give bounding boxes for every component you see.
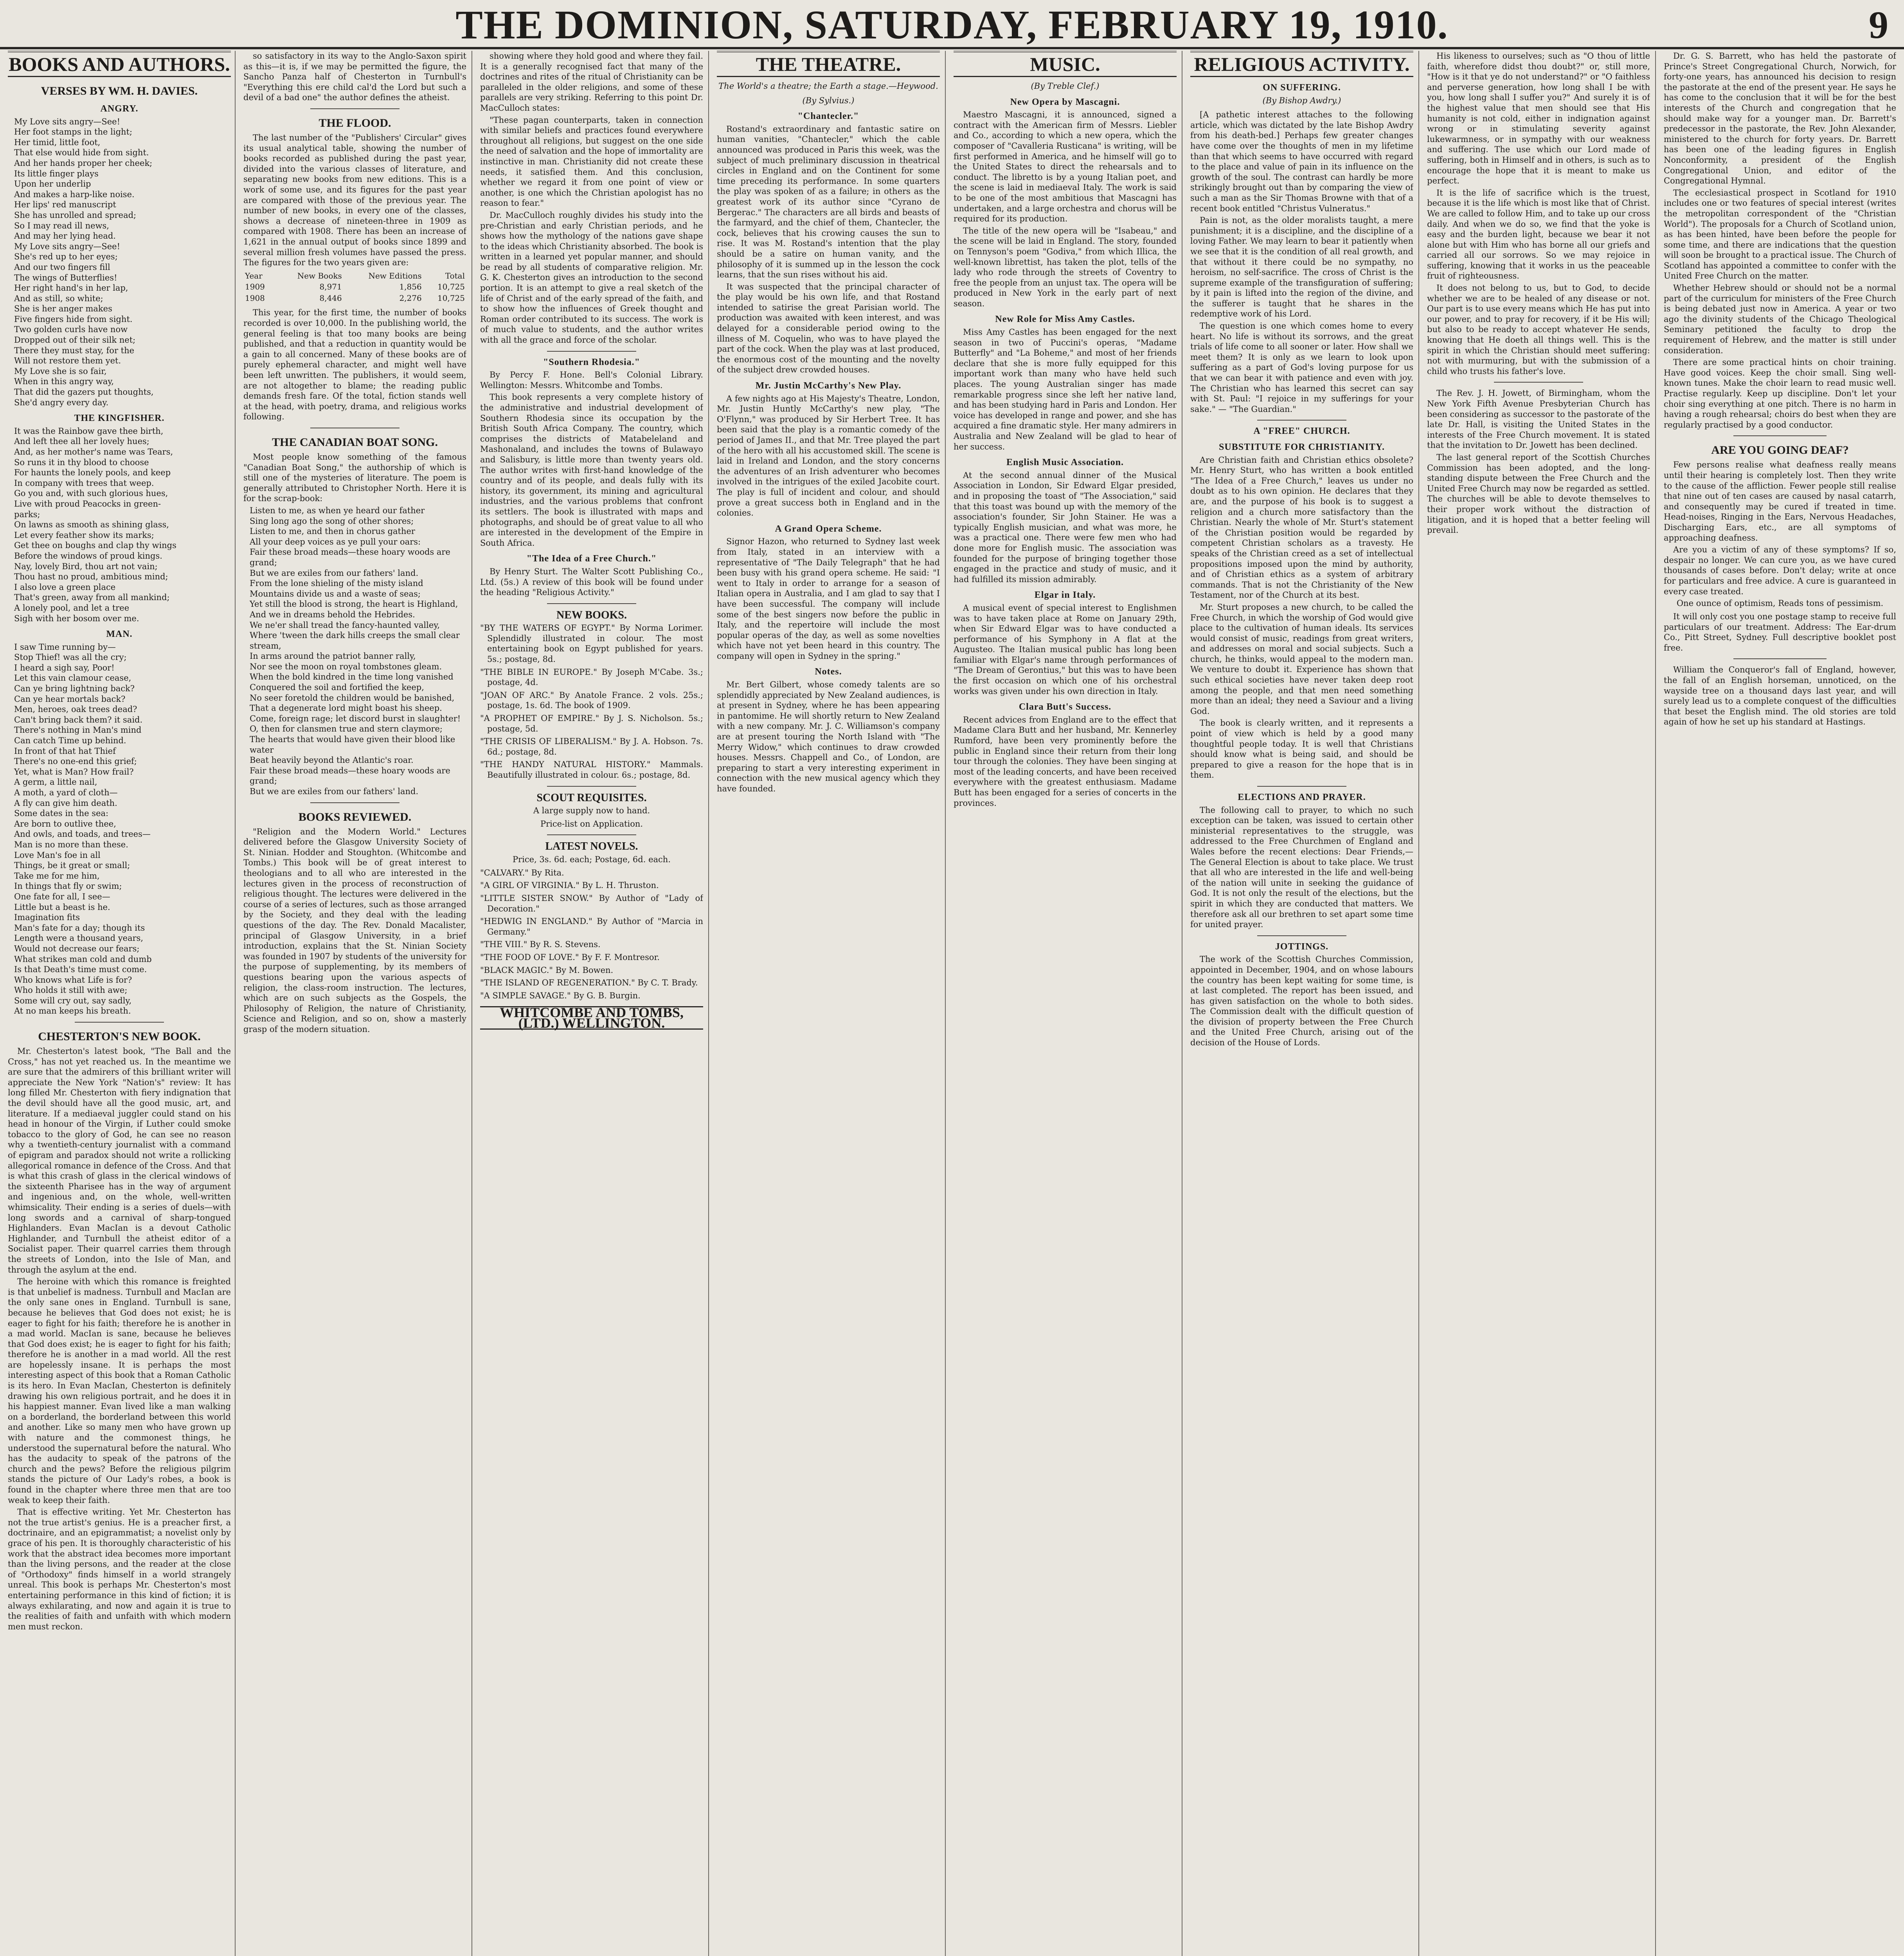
list-item: "BY THE WATERS OF EGYPT." By Norma Lorimer. Splendidly illustrated in colour. The most entertaining book on Egypt published for years. 5s.; postage, 8d. (480, 623, 703, 664)
subhead-chantecler: "Chantecler." (797, 111, 859, 122)
poem-angry: My Love sits angry—See! Her foot stamps in the light; Her timid, little foot, That else would hide from sight. And her hands proper her cheek; Its little finger plays Upon her underlip And makes a harp-like noise. Her lips' red manuscript She has unrolled and spread; So I may read ill news, And may her lying head. My Love sits angry—See! She's red up to her eyes; And our two fingers fill The wings of Butterflies! Her right hand's in her lap, And as still, so white; She is her anger makes Five fingers hide from sight. Two golden curls have now Dropped out of their silk net; There they must stay, for the Will not restore them yet. My Love she is so fair, When in this angry way, That did the gazers put thoughts, She'd angry every day. (14, 117, 154, 407)
publishing-stats-table (243, 270, 466, 304)
list-item: "A SIMPLE SAVAGE." By G. B. Burgin. (480, 991, 641, 1000)
table-cell: 8,446 (319, 293, 342, 303)
ad-paragraph: Are you a victim of any of these symptoms? If so, despair no longer. We can cure you, as we have cured thousands of cases before. Don't delay; write at once for particulars and free advice. A cure is guaranteed in every case treated. (1664, 545, 1896, 596)
byline: (By Sylvius.) (802, 95, 855, 105)
subhead-substitute: SUBSTITUTE FOR CHRISTIANITY. (1219, 442, 1385, 452)
table-cell: 1909 (245, 282, 265, 292)
list-item: "A PROPHET OF EMPIRE." By J. S. Nicholson. 5s.; postage, 5d. (480, 714, 703, 734)
separator (310, 108, 400, 109)
list-item: "THE BIBLE IN EUROPE." By Joseph M'Cabe. 3s.; postage, 4d. (480, 667, 703, 687)
latest-novels-list (480, 868, 703, 1001)
article-paragraph: William the Conqueror's fall of England, however, the fall of an English horseman, unnoticed, on the wayside tree on a thousand days last year, and will surely lead us to a complete conquest of the difficulties that beset the English mind. The old stories are told again of how he set up his standard at Hastings. (1664, 665, 1896, 727)
article-paragraph: There are some practical hints on choir training. Have good voices. Keep the choir small. Sing well-known tunes. Make the choir learn to read music well. Practise regularly. Keep up discipline. Don't let your choir sing everything at one pitch. There is no harm in having a rough rehearsal; choirs do best when they are regularly practised by a good conductor. (1664, 358, 1896, 430)
ad-title-new-books: NEW BOOKS. (556, 609, 627, 621)
ad-line: A large supply now to hand. (533, 806, 650, 816)
column-rule (1418, 51, 1419, 1956)
column-7 (1427, 51, 1650, 1956)
list-item: "THE ISLAND OF REGENERATION." By C. T. Brady. (480, 978, 698, 988)
article-paragraph: Signor Hazon, who returned to Sydney last week from Italy, stated in an interview with a representative of "The Daily Telegraph" that he had been busy with his grand opera scheme. He said: "I went to Italy in order to arrange for a season of Italian opera in Australia, and I am glad to say that I have been successful. The company will include some of the best singers now before the public in Italy, and the repertoire will include the most popular operas of the day, as well as some novelties which have not yet been heard in this country. The company will open in Sydney in the spring." (717, 537, 940, 661)
article-paragraph: Mr. Bert Gilbert, whose comedy talents are so splendidly appreciated by New Zealand audiences, is at present in Sydney, where he has been appearing in pantomime. He will shortly return to New Zealand with a new company. Mr. J. C. Williamson's company are at present touring the North Island with "The Merry Widow," which continues to draw crowded houses. Messrs. Chappell and Co., of London, are preparing to start a very interesting experiment in connection with the new musical agency which they have founded. (717, 680, 940, 793)
article-paragraph: The book is clearly written, and it represents a point of view which is held by a good many thoughtful people today. It is well that Christians should know what is being said, and should be prepared to give a reason for the hope that is in them. (1190, 718, 1413, 780)
column-1 (8, 51, 231, 1956)
poem-man: I saw Time running by— Stop Thief! was all the cry; I heard a sigh say, Poor! Let this vain clamour cease, Can ye bring lightning back? Can ye hear mortals back? Men, heroes, oak trees dead? Can't bring back them? it said. There's nothing in Man's mind Can catch Time up behind. In front of that hat Thief There's no one-end this grief; Yet, what is Man? How frail? A germ, a little nail, A moth, a yard of cloth— A fly can give him death. Some dates in the sea: Are born to outlive thee, And owls, and toads, and trees— Man is no more than these. Love Man's foe in all Things, be it great or small; Take me for me him, In things that fly or swim; One fate for all, I see— Little but a beast is he. Imagination fits Man's fate for a day; though its Length were a thousand years, Would not decrease our fears; What strikes man cold and dumb Is that Death's time must come. Who knows what Life is for? Who holds it still with awe; Some will cry out, say sadly, At no man keeps his breath. (14, 642, 152, 1016)
article-paragraph: [A pathetic interest attaches to the following article, which was dictated by the late Bishop Awdry from his death-bed.] Perhaps few greater changes have come over the thoughts of men in my lifetime than that which seems to have occurred with regard to the place and value of pain in its influence on the growth of the soul. The contrast can hardly be more strikingly brought out than by comparing the view of such a man as the Sir Thomas Browne with that of a recent book entitled "Christus Vulneratus." (1190, 110, 1413, 213)
ad-title-going-deaf: ARE YOU GOING DEAF? (1711, 444, 1849, 457)
table-header-row (243, 270, 466, 282)
epigraph: The World's a theatre; the Earth a stage.—Heywood. (718, 81, 938, 91)
table-cell: 10,725 (437, 282, 465, 292)
ad-price-line: Price, 3s. 6d. each; Postage, 6d. each. (513, 854, 671, 864)
masthead (0, 0, 1904, 49)
article-paragraph: Pain is not, as the older moralists taught, a mere punishment; it is a discipline, and the discipline of a loving Father. We may learn to bear it patiently when we see that it is the condition of all real growth, and that without it there could be no sympathy, no heroism, no self-sacrifice. The cross of Christ is the supreme example of the transfiguration of suffering; by it pain is lifted into the region of the divine, and the sufferer is taught that he shares in the redemptive work of his Lord. (1190, 216, 1413, 319)
column-3 (480, 51, 703, 1956)
article-paragraph: Rostand's extraordinary and fantastic satire on human vanities, "Chantecler," which the cable announced was produced in Paris this week, was the subject of much preliminary discussion in theatrical circles in England and on the Continent for some time preceding its performance. In some quarters the play was spoken of as a failure; in others as the greatest work of its author since "Cyrano de Bergerac." The characters are all birds and beasts of the farmyard, and the chief of them, Chantecler, the cock, believes that his crowing causes the sun to rise. It was M. Rostand's intention that the play should be a satire on human vanity, and the philosophy of it is summed up in the lesson the cock learns, that the sun rises without his aid. (717, 124, 940, 280)
byline: (By Bishop Awdry.) (1262, 95, 1341, 105)
poem-title-angry: ANGRY. (100, 104, 139, 114)
list-item: "THE HANDY NATURAL HISTORY." Mammals. Beautifully illustrated in colour. 6s.; postage, 8d. (480, 760, 703, 780)
list-item: "CALVARY." By Rita. (480, 868, 564, 877)
article-title-canadian-boat-song: THE CANADIAN BOAT SONG. (272, 436, 438, 449)
column-5 (954, 51, 1177, 1956)
separator (1494, 382, 1583, 383)
article-paragraph: Whether Hebrew should or should not be a normal part of the curriculum for ministers of the Free Church is being debated just now in America. A year or two ago the divinity students of the Chicago Theological Seminary petitioned the faculty to drop the requirement of Hebrew, and the matter is still under consideration. (1664, 283, 1896, 355)
article-paragraph: It does not belong to us, but to God, to decide whether we are to be healed of any disease or not. Our part is to use every means which He has put into our power, and to pray for recovery, if it be His will; but also to be ready to accept whatever He sends, knowing that He doeth all things well. This is the spirit in which the Christian should meet suffering: not with murmuring, but with the submission of a child who trusts his father's love. (1427, 283, 1650, 376)
list-item: "LITTLE SISTER SNOW." By Author of "Lady of Decoration." (480, 893, 703, 913)
separator (547, 834, 636, 835)
article-paragraph: His likeness to ourselves; such as "O thou of little faith, wherefore didst thou doubt?" or, still more, "How is it that ye do not understand?" or "O faithless and perverse generation, how long shall I be with you, how long shall I suffer you?" And surely it is of the highest value that men should see that His humanity is not cold, either in indignation against wrong or in stimulating severity against lukewarmness, or in sympathy with our weakness and suffering. The use which our Lord made of suffering, both in Himself and in others, is such as to encourage the hope that it is meant to make us perfect. (1427, 51, 1650, 186)
separator (1733, 435, 1827, 436)
separator (1257, 935, 1346, 936)
list-item: "THE CRISIS OF LIBERALISM." By J. A. Hobson. 7s. 6d.; postage, 8d. (480, 737, 703, 757)
separator (547, 351, 636, 352)
subhead-free-church: A "FREE" CHURCH. (1253, 426, 1350, 437)
poem-title-kingfisher: THE KINGFISHER. (74, 413, 165, 424)
poem-kingfisher: It was the Rainbow gave thee birth, And left thee all her lovely hues; And, as her mother's name was Tears, So runs it in thy blood to choose For haunts the lonely pools, and keep In company with trees that weep. Go you and, with such glorious hues, Live with proud Peacocks in green- parks; On lawns as smooth as shining glass, Let every feather show its marks; Get thee on boughs and clap thy wings Before the windows of proud kings. Nay, lovely Bird, thou art not vain; Thou hast no proud, ambitious mind; I also love a green place That's green, away from all mankind; A lonely pool, and let a tree Sigh with her bosom over me. (14, 426, 176, 623)
article-paragraph: The Rev. J. H. Jowett, of Birmingham, whom the New York Fifth Avenue Presbyterian Church has been considering as successor to the pastorate of the late Dr. Hall, is visiting the United States in the interests of the Free Church movement. It is stated that the invitation to Dr. Jowett has been declined. (1427, 388, 1650, 450)
review-title-free-church: "The Idea of a Free Church." (526, 554, 657, 564)
subhead-music-association: English Music Association. (1006, 457, 1124, 468)
column-rule (235, 51, 236, 1956)
separator (1733, 658, 1827, 659)
list-item: "HEDWIG IN ENGLAND." By Author of "Marcia in Germany." (480, 917, 703, 937)
section-heading-religious-activity: RELIGIOUS ACTIVITY. (1190, 51, 1413, 77)
separator (547, 786, 636, 787)
article-paragraph: This year, for the first time, the number of books recorded is over 10,000. In the publishing world, the general feeling is that too many books are being published, and that a reduction in quantity would be a gain to all concerned. Many of these books are of purely ephemeral character, and might well have been left unwritten. The publishers, it would seem, are not altogether to blame; the reading public demands fresh fare. Of the total, fiction stands well at the head, with poetry, drama, and religious works following. (243, 308, 466, 422)
subhead-jottings: JOTTINGS. (1275, 941, 1329, 952)
column-rule (1655, 51, 1656, 1956)
publisher-imprint: WHITCOMBE AND TOMBS, (LTD.) WELLINGTON. (480, 1006, 703, 1029)
article-paragraph: Are Christian faith and Christian ethics obsolete? Mr. Henry Sturt, who has written a book entitled "The Idea of a Free Church," leaves us under no doubt as to his own opinion. He declares that they are, and the purpose of his book is to suggest a religion and a church more satisfactory than the Christian. Nearly the whole of Mr. Sturt's statement of the Christian position would be regarded by competent Christian scholars as a travesty. He speaks of the Christian creed as a set of intellectual propositions imposed upon the mind by authority, and of Christian ethics as a system of arbitrary commands. That is not the Christianity of the New Testament, nor of the Church at its best. (1190, 455, 1413, 600)
article-paragraph: At the second annual dinner of the Musical Association in London, Sir Edward Elgar presided, and in proposing the toast of "The Association," said that this toast was bound up with the memory of the association's founder, Sir John Stainer. He was a typically English musician, and what was more, he was a practical one. There were few men who had done more for English music. The association was founded for the purpose of bringing together those engaged in the practice and study of music, and it had fulfilled its mission admirably. (954, 470, 1177, 584)
article-paragraph: The title of the new opera will be "Isabeau," and the scene will be laid in England. The story, founded on Tennyson's poem "Godiva," from which Illica, the well-known librettist, has taken the plot, tells of the lady who rode through the streets of Coventry to free the people from an unjust tax. The opera will be produced in New York in the early part of next season. (954, 226, 1177, 308)
article-paragraph: The heroine with which this romance is freighted is that unbelief is madness. Turnbull and MacIan are the only sane ones in England. Turnbull is sane, because he believes that God does not exist; he is eager to fight for his faith; therefore he is another in a mad world. MacIan is sane, because he believes that God does exist; he is eager to fight for his faith; therefore he is another in a mad world. All the rest are hopelessly insane. It is perhaps the most interesting aspect of this book that a Roman Catholic is its hero. In Evan MacIan, Chesterton is definitely drawing his own religious portrait, and he does it in his happiest manner. Evan lived like a man walking on a borderland, the borderland between this world and another. Like so many men who have grown up with nature and the commonest things, he understood the supernatural before the natural. Who has the audacity to speak of the patrons of the church and the pews? Before the religious pilgrim stands the picture of Our Lady's robes, a book is found in the chapter where three men that are too weak to keep their faith. (8, 1277, 231, 1505)
article-paragraph: Dr. MacCulloch roughly divides his study into the pre-Christian and early Christian periods, and he shows how the mythology of the nations gave shape to the ideas which Christianity absorbed. The book is written in a learned yet popular manner, and should be read by all students of comparative religion. Mr. G. K. Chesterton gives an introduction to the second portion. It is an attempt to give a real sketch of the life of Christ and of the early spread of the faith, and to show how the influences of Greek thought and Roman order contributed to its success. The work is of much value to students, and the author writes with all the grace and force of the scholar. (480, 210, 703, 345)
page-number: 9 (1869, 3, 1888, 47)
verses-title: VERSES BY WM. H. DAVIES. (41, 84, 198, 97)
subhead-elgar-italy: Elgar in Italy. (1034, 590, 1096, 600)
article-title-flood: THE FLOOD. (319, 116, 391, 129)
article-paragraph: It was suspected that the principal character of the play would be his own life, and that Rostand intended to satirise the great Parisian world. The production was awaited with keen interest, and was delayed for a considerable period owing to the illness of M. Coquelin, who was to have played the part of the cock. When the play was at last produced, the enormous cost of the mounting and the novelty of the subject drew crowded houses. (717, 282, 940, 375)
article-paragraph: A few nights ago at His Majesty's Theatre, London, Mr. Justin Huntly McCarthy's new play, "The O'Flynn," was produced by Sir Herbert Tree. It has been said that the play is a romantic comedy of the period of James II., and that Mr. Tree played the part of the hero with all his accustomed skill. The scene is laid in Ireland and London, and the story concerns the adventures of an Irish adventurer who becomes involved in the intrigues of the exiled Jacobite court. The play is full of incident and colour, and should prove a great success both in England and in the colonies. (717, 394, 940, 518)
section-heading-books-and-authors: BOOKS AND AUTHORS. (8, 51, 231, 77)
column-4 (717, 51, 940, 1956)
column-6 (1190, 51, 1413, 1956)
article-paragraph: Recent advices from England are to the effect that Madame Clara Butt and her husband, Mr. Kennerley Rumford, have been very prominently before the public in England since their return from their long tour through the colonies. They have been singing at most of the leading concerts, and have been received everywhere with the greatest enthusiasm. Madame Butt has been engaged for a series of concerts in the provinces. (954, 715, 1177, 808)
list-item: "THE VIII." By R. S. Stevens. (480, 940, 601, 949)
poem-canadian-boat-song: Listen to me, as when ye heard our father Sing long ago the song of other shores; Listen to me, and then in chorus gather All your deep voices as ye pull your oars: Fair these broad meads—these hoary woods are grand; But we are exiles from our fathers' land. From the lone shieling of the misty island Mountains divide us and a waste of seas; Yet still the blood is strong, the heart is Highland, And we in dreams behold the Hebrides. We ne'er shall tread the fancy-haunted valley, Where 'tween the dark hills creeps the small clear stream, In arms around the patriot banner rally, Nor see the moon on royal tombstones gleam. When the bold kindred in the time long vanished Conquered the soil and fortified the keep, No seer foretold the children would be banished, That a degenerate lord might boast his sheep. Come, foreign rage; let discord burst in slaughter! O, then for clansmen true and stern claymore; The hearts that would have given their blood like water Beat heavily beyond the Atlantic's roar. Fair these broad meads—these hoary woods are grand; But we are exiles from our fathers' land. (250, 505, 461, 796)
table-row (243, 281, 466, 293)
table-row (243, 293, 466, 304)
review-byline: By Henry Sturt. The Walter Scott Publishing Co., Ltd. (5s.) A review of this book will be found under the heading "Religious Activity." (480, 566, 703, 597)
poem-title-man: MAN. (106, 629, 133, 640)
article-paragraph: It is the life of sacrifice which is the truest, because it is the life which is most like that of Christ. We are called to follow Him, and to take up our cross daily. And when we do so, we find that the yoke is easy and the burden light, because we bear it not alone but with Him who has borne all our griefs and carried all our sorrows. So we may rejoice in suffering, knowing that it works in us the peaceable fruit of righteousness. (1427, 188, 1650, 281)
article-quote: "These pagan counterparts, taken in connection with similar beliefs and practices found everywhere throughout all religions, but suggest on the one side the need of salvation and the hope of immortality are instinctive in man. Christianity did not create these needs, it satisfied them. And this conclusion, whether we regard it from one point of view or another, is one which the Christian apologist has no reason to fear." (480, 115, 703, 208)
ad-motto: One ounce of optimism, Reads tons of pessimism. (1676, 599, 1884, 608)
separator (1257, 786, 1346, 787)
subhead-notes: Notes. (815, 667, 842, 677)
table-header: Total (445, 271, 465, 280)
column-rule (945, 51, 946, 1956)
article-paragraph: The last general report of the Scottish Churches Commission has been adopted, and the long-standing dispute between the Free Church and the United Free Church may now be regarded as settled. The churches will be able to devote themselves to their proper work without the distraction of litigation, and it is hoped that a better feeling will prevail. (1427, 452, 1650, 535)
article-paragraph: That is effective writing. Yet Mr. Chesterton has not the true artist's genius. He is a preacher first, a doctrinaire, and an epigrammatist; a novelist only by grace of his pen. It is thoroughly characteristic of his work that the abstract idea becomes more important than the living persons, and the reader at the close of "Orthodoxy" finds himself in a world strangely unreal. This book is perhaps Mr. Chesterton's most entertaining performance in this kind of fiction; it is always exhilarating, and now and again it is true to the realities of faith and unfaith with which modern men must reckon. (8, 1507, 231, 1631)
table-header: New Editions (368, 271, 422, 280)
article-paragraph: Miss Amy Castles has been engaged for the next season in two of Puccini's operas, "Madame Butterfly" and "La Boheme," and most of her friends declare that she is more fully equipped for this important work than many who have held such places. The young Australian singer has made remarkable progress since she left her native land, and has been studying hard in Paris and London. Her voice has developed in range and power, and she has acquired a fine dramatic style. Her many admirers in Australia and New Zealand will be glad to hear of her success. (954, 327, 1177, 451)
separator (310, 802, 400, 803)
ad-line: Price-list on Application. (540, 819, 643, 829)
section-heading-music: MUSIC. (954, 51, 1177, 77)
subhead-amy-castles: New Role for Miss Amy Castles. (995, 314, 1135, 325)
column-rule (708, 51, 709, 1956)
separator (1257, 420, 1346, 421)
article-paragraph: This book represents a very complete history of the administrative and industrial development of Southern Rhodesia since its occupation by the British South Africa Company. The country, which comprises the districts of Matabeleland and Mashonaland, and includes the towns of Bulawayo and Salisbury, is little more than twenty years old. The author writes with first-hand knowledge of the country and of its people, and deals fully with its history, its government, its mining and agricultural industries, and the various problems that confront its settlers. The book is illustrated with maps and photographs, and should be of great value to all who are interested in the development of the Empire in South Africa. (480, 392, 703, 548)
subhead-clara-butt: Clara Butt's Success. (1019, 702, 1112, 712)
article-paragraph: Most people know something of the famous "Canadian Boat Song," the authorship of which is still one of the mysteries of literature. The poem is generally attributed to Christopher North. Here it is for the scrap-book: (243, 452, 466, 503)
review-title-southern-rhodesia: "Southern Rhodesia." (543, 357, 641, 367)
ad-paragraph: Few persons realise what deafness really means until their hearing is completely lost. Then they write to the cause of the affliction. Fewer people still realise that nine out of ten cases are caused by nasal catarrh, and consequently may be cured if treated in time. Head-noises, Ringing in the Ears, Nervous Headaches, Discharging Ears, etc., are all symptoms of approaching deafness. (1664, 460, 1896, 543)
subhead-mccarthy: Mr. Justin McCarthy's New Play. (755, 381, 902, 391)
table-cell: 1908 (245, 293, 265, 303)
article-title-books-reviewed: BOOKS REVIEWED. (298, 810, 412, 823)
ad-title-latest-novels: LATEST NOVELS. (545, 840, 638, 853)
section-heading-theatre: THE THEATRE. (717, 51, 940, 77)
table-cell: 8,971 (319, 282, 342, 292)
list-item: "THE FOOD OF LOVE." By F. F. Montresor. (480, 952, 660, 962)
table-cell: 10,725 (437, 293, 465, 303)
article-paragraph: "Religion and the Modern World." Lectures delivered before the Glasgow University Society of St. Ninian. Hodder and Stoughton. (Whitcombe and Tombs.) This book will be of great interest to theologians and to all who are interested in the lectures given in the process of reconstruction of religious thought. The lectures were delivered in the course of a series of lectures, such as those arranged by the Society, and they deal with the leading questions of the day. The Rev. Donald Macalister, principal of Glasgow University, in a brief introduction, explains that the St. Ninian Society was founded in 1907 by students of the university for the purpose of supplementing, by its members of questions bearing upon the various aspects of religion, the class-room instruction. The lectures, which are on such subjects as the Gospels, the Philosophy of Religion, the nature of Christianity, Science and Religion, and so on, show a masterly grasp of the modern situation. (243, 827, 466, 1034)
article-paragraph: The following call to prayer, to which no such exception can be taken, was issued to certain other ministerial representatives to the struggle, was addressed to the Free Churchmen of England and Wales before the recent elections: Dear Friends,—The General Election is about to take place. We trust that all who are interested in the life and well-being of the nation will unite in seeking the guidance of God. It is not only the result of the elections, but the spirit in which they are conducted that matters. We therefore ask all our brethren to set apart some time for united prayer. (1190, 805, 1413, 929)
article-paragraph: Dr. G. S. Barrett, who has held the pastorate of Prince's Street Congregational Church, Norwich, for forty-one years, has announced his decision to resign the pastorate at the end of the present year. He says he has come to the conclusion that it will be for the best interests of the Church and congregation that he should make way for a younger man. Dr. Barrett's predecessor in the pastorate, the Rev. John Alexander, ministered to the church for forty years. Dr. Barrett has been one of the leading figures in English Nonconformity, a president of the English Congregational Union, and editor of the Congregational Hymnal. (1664, 51, 1896, 186)
article-title-chesterton: CHESTERTON'S NEW BOOK. (38, 1030, 201, 1043)
article-paragraph: showing where they hold good and where they fail. It is a generally recognised fact that many of the doctrines and rites of the ritual of Christianity can be paralleled in the older religions, and some of these parallels are very striking. Referring to this point Dr. MacCulloch states: (480, 51, 703, 113)
new-books-list (480, 623, 703, 780)
separator (547, 603, 636, 604)
table-header: New Books (297, 271, 342, 280)
list-item: "BLACK MAGIC." By M. Bowen. (480, 965, 614, 975)
article-paragraph: The last number of the "Publishers' Circular" gives its usual analytical table, showing the number of books recorded as published during the past year, divided into the various classes of literature, and separating new books from new editions. This is a work of some use, and its figures for the past year are compared with those of the previous year. The number of new books, in every one of the classes, shows a decrease of nineteen-three in 1909 as compared with 1908. There has been an increase of 1,621 in the annual output of books since 1899 and several million fresh volumes have passed the press. The figures for the two years given are: (243, 133, 466, 268)
table-cell: 1,856 (399, 282, 422, 292)
separator (75, 1022, 164, 1023)
article-paragraph: A musical event of special interest to Englishmen was to have taken place at Rome on January 29th, when Sir Edward Elgar was to have conducted a performance of his Symphony in A flat at the Augusteo. The Italian musical public has long been familiar with Elgar's name through performances of "The Dream of Gerontius," but this was to have been the first occasion on which one of his orchestral works was given under his own direction in Italy. (954, 603, 1177, 696)
list-item: "A GIRL OF VIRGINIA." By L. H. Thruston. (480, 881, 659, 890)
article-paragraph: The work of the Scottish Churches Commission, appointed in December, 1904, and on whose labours the country has been kept waiting for some time, is at last completed. The report has been issued, and has given satisfaction on the whole to both sides. The Commission dealt with the difficult question of the division of property between the Free Church and the United Free Church, arising out of the decision of the House of Lords. (1190, 955, 1413, 1048)
article-paragraph: The question is one which comes home to every heart. No life is without its sorrows, and the great trials of life come to all sooner or later. How shall we meet them? It is only as we learn to look upon suffering as a part of God's loving purpose for us that we can bear it with patience and even with joy. The Christian who has learned this secret can say with St. Paul: "I rejoice in my sufferings for your sake." — "The Guardian." (1190, 321, 1413, 414)
subhead-on-suffering: ON SUFFERING. (1263, 83, 1341, 93)
list-item: "JOAN OF ARC." By Anatole France. 2 vols. 25s.; postage, 1s. 6d. The book of 1909. (480, 690, 703, 710)
subhead-mascagni: New Opera by Mascagni. (1010, 97, 1120, 107)
article-paragraph: The ecclesiastical prospect in Scotland for 1910 includes one or two features of special interest (writes the metropolitan correspondent of the "Christian World"). The proposals for a Church of Scotland union, as has been hinted, have been before the people for some time, and there are indications that the question will soon be brought to a practical issue. The Church of Scotland has appointed a committee to confer with the United Free Church on the matter. (1664, 188, 1896, 281)
subhead-grand-opera: A Grand Opera Scheme. (775, 523, 882, 534)
review-byline: By Percy F. Hone. Bell's Colonial Library. Wellington: Messrs. Whitcombe and Tombs. (480, 370, 703, 390)
article-paragraph: so satisfactory in its way to the Anglo-Saxon spirit as this—it is, if we may be permitted the figure, the Sancho Panza half of Chesterton in Turnbull's "Everything this ere child cal'd the Lord but such a devil of a bad one" the author defines the atheist. (243, 51, 466, 102)
column-2 (243, 51, 466, 1956)
article-paragraph: Mr. Chesterton's latest book, "The Ball and the Cross," has not yet reached us. In the meantime we are sure that the admirers of this brilliant writer will appreciate the New York "Nation's" review: It has long filled Mr. Chesterton with fiery indignation that the devil should have all the good music, art, and literature. If a mediaeval juggler could stand on his head in honour of the Virgin, if Luther could smoke tobacco to the glory of God, he can see no reason why a twentieth-century journalist with a command of epigram and paradox should not write a rollicking allegorical romance in defence of the Cross. And that is what this crash of glass in the clerical windows of the sixteenth Pharisee has in the way of argument and ingenious and, on the whole, well-written whimsicality. Their ending is a series of duels—with long swords and a carnival of sharp-tongued Highlanders. Evan MacIan is a devout Catholic Highlander, and Turnbull the atheist editor of a Socialist paper. Their quarrel carries them through the streets of London, into the Isle of Man, and through the asylum at the end. (8, 1046, 231, 1275)
table-cell: 2,276 (399, 293, 422, 303)
table-header: Year (245, 271, 263, 280)
article-paragraph: Maestro Mascagni, it is announced, signed a contract with the American firm of Messrs. Liebler and Co., according to which a new opera, which the composer of "Cavalleria Rusticana" is writing, will be first performed in America, and he himself will go to the United States to direct the rehearsals and to conduct. The libretto is by a young Italian poet, and the scene is laid in mediaeval Italy. The work is said to be one of the most ambitious that Mascagni has undertaken, and a large orchestra and chorus will be required for its production. (954, 110, 1177, 224)
subhead-elections-prayer: ELECTIONS AND PRAYER. (1238, 792, 1366, 802)
byline: (By Treble Clef.) (1031, 81, 1100, 91)
column-8 (1664, 51, 1896, 1956)
article-paragraph: Mr. Sturt proposes a new church, to be called the Free Church, in which the worship of God would give place to the cultivation of human ideals. Its services would consist of music, readings from great writers, and addresses on moral and social subjects. Such a church, he thinks, would appeal to the modern man. We venture to doubt it. Experience has shown that such ethical societies have never taken deep root among the people, and that men need something more than an ideal; they need a Saviour and a living God. (1190, 602, 1413, 716)
ad-title-scout-requisites: SCOUT REQUISITES. (536, 791, 647, 804)
ad-paragraph: It will only cost you one postage stamp to receive full particulars of our treatment. Address: The Ear-drum Co., Pitt Street, Sydney. Full descriptive booklet post free. (1664, 612, 1896, 653)
masthead-title: THE DOMINION, SATURDAY, FEBRUARY 19, 1910. (455, 2, 1449, 47)
